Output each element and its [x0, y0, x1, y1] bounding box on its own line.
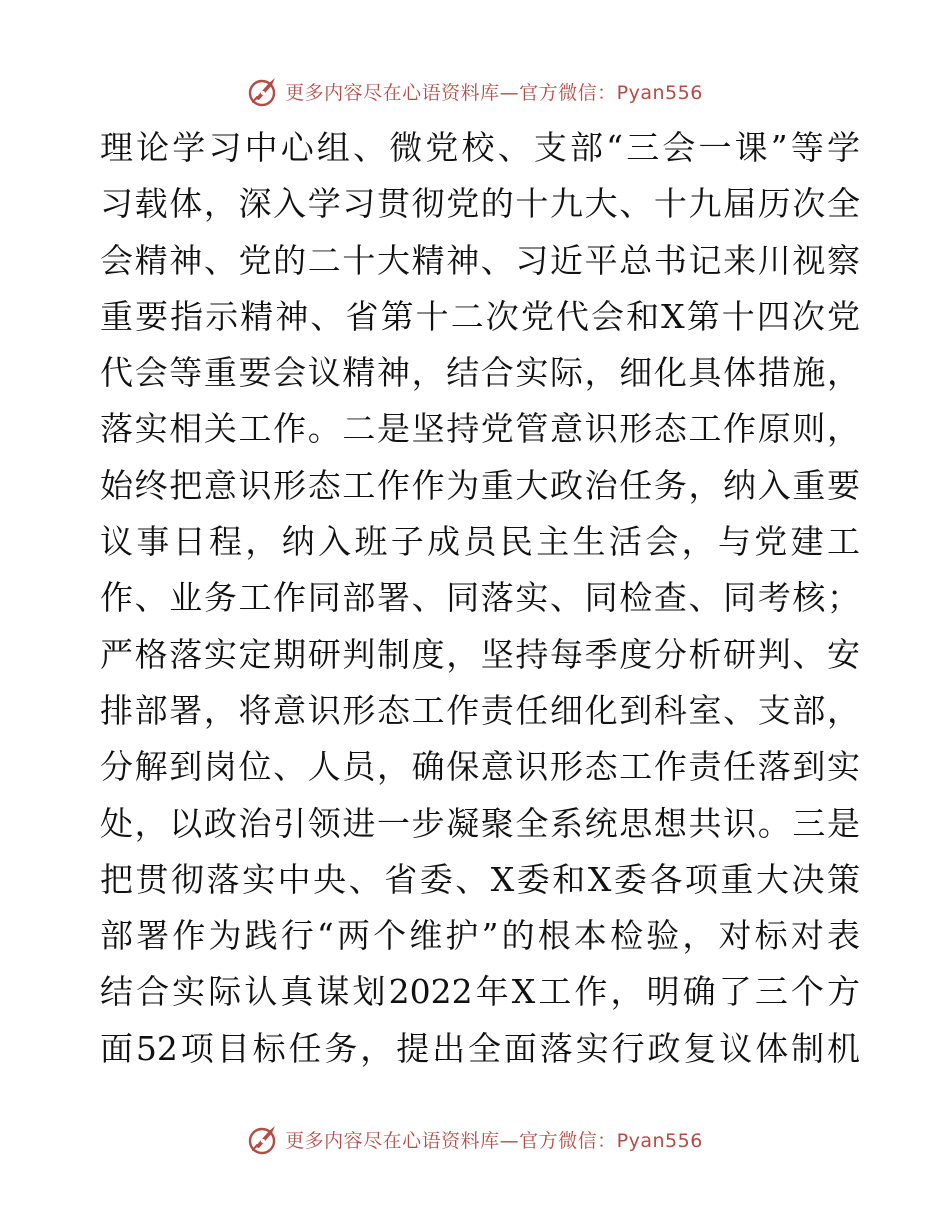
- body-line: 议事日程，纳入班子成员民主生活会，与党建工: [100, 522, 860, 562]
- quill-pen-logo-icon: [247, 1122, 281, 1156]
- body-line: 代会等重要会议精神，结合实际，细化具体措施，: [100, 353, 860, 393]
- body-line: 理论学习中心组、微党校、支部“三会一课”等学: [100, 128, 860, 167]
- document-body: [100, 120, 860, 1077]
- body-line: 作、业务工作同部署、同落实、同检查、同考核；: [100, 578, 860, 618]
- body-line: 部署作为践行“两个维护”的根本检验，对标对表: [100, 916, 860, 956]
- quill-pen-logo-icon: [247, 74, 281, 108]
- footer-banner: [0, 1119, 950, 1159]
- body-line: 排部署，将意识形态工作责任细化到科室、支部，: [100, 690, 860, 730]
- header-banner-text: 更多内容尽在心语资料库—官方微信：Pyan556: [285, 81, 703, 104]
- body-line: 落实相关工作。二是坚持党管意识形态工作原则，: [100, 409, 860, 449]
- header-banner: [0, 71, 950, 111]
- body-line: 会精神、党的二十大精神、习近平总书记来川视察: [100, 240, 860, 280]
- body-line: 重要指示精神、省第十二次党代会和X第十四次党: [100, 296, 860, 336]
- body-line: 面52项目标任务，提出全面落实行政复议体制机: [100, 1028, 860, 1068]
- body-line: 始终把意识形态工作作为重大政治任务，纳入重要: [100, 465, 860, 505]
- body-line: 结合实际认真谋划2022年X工作，明确了三个方: [100, 972, 860, 1012]
- body-line: 严格落实定期研判制度，坚持每季度分析研判、安: [100, 634, 860, 674]
- body-line: 分解到岗位、人员，确保意识形态工作责任落到实: [100, 747, 860, 787]
- body-line: 习载体，深入学习贯彻党的十九大、十九届历次全: [100, 184, 860, 224]
- body-line: 处，以政治引领进一步凝聚全系统思想共识。三是: [100, 803, 860, 843]
- footer-banner-text: 更多内容尽在心语资料库—官方微信：Pyan556: [285, 1129, 703, 1152]
- body-line: 把贯彻落实中央、省委、X委和X委各项重大决策: [100, 859, 860, 899]
